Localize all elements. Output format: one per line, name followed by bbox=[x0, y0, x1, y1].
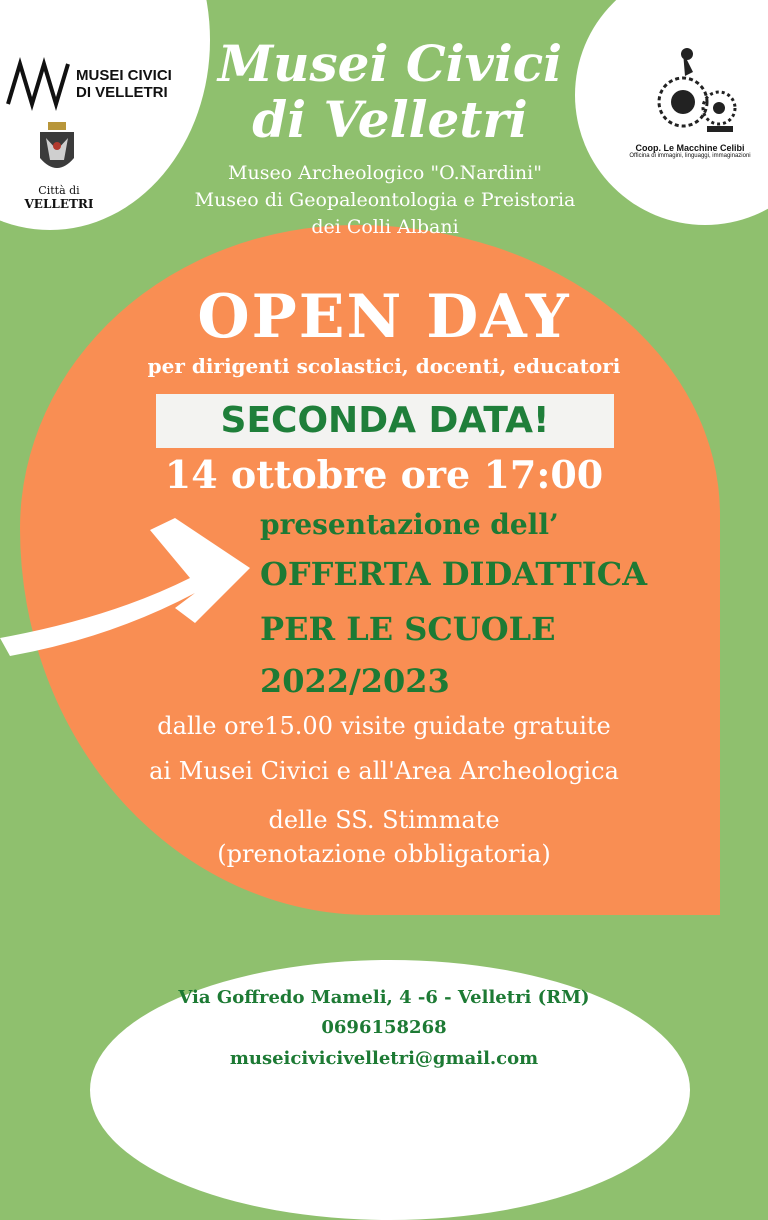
brand-line1: MUSEI CIVICI bbox=[76, 67, 172, 84]
open-day-headline: OPEN DAY bbox=[197, 282, 571, 352]
city-line2: VELLETRI bbox=[24, 197, 94, 211]
arrow-icon bbox=[0, 508, 260, 658]
musei-civici-logo bbox=[4, 54, 204, 114]
seconda-data-badge: SECONDA DATA! bbox=[156, 394, 614, 448]
address-text: Via Goffredo Mameli, 4 -6 - Velletri (RM) bbox=[178, 987, 590, 1008]
audience-text: per dirigenti scolastici, docenti, educatori bbox=[147, 354, 621, 378]
phone-text: 0696158268 bbox=[321, 1017, 447, 1038]
macchine-celibi-logo-icon bbox=[655, 42, 745, 142]
right-brand: Coop. Le Macchine Celibi bbox=[635, 143, 745, 153]
brand-line2: DI VELLETRI bbox=[76, 84, 168, 101]
page-title bbox=[200, 36, 580, 148]
offer-line-2: OFFERTA DIDATTICA bbox=[260, 555, 648, 593]
right-tagline: Officina di immagini, linguaggi, immaginazioni bbox=[629, 153, 751, 159]
visit-line-2: ai Musei Civici e all'Area Archeologica bbox=[149, 757, 619, 785]
title-line1: Musei Civici bbox=[217, 34, 563, 93]
city-crest-icon bbox=[34, 122, 80, 178]
title-line2: di Velletri bbox=[252, 90, 528, 149]
city-line1: Città di bbox=[38, 184, 80, 197]
offer-line-3: PER LE SCUOLE bbox=[260, 610, 556, 648]
event-datetime: 14 ottobre ore 17:00 bbox=[164, 452, 604, 497]
email-text: museicivicivelletri@gmail.com bbox=[229, 1048, 539, 1069]
visit-line-1: dalle ore15.00 visite guidate gratuite bbox=[157, 712, 611, 740]
museum-2: Museo di Geopaleontologia e Preistoria bbox=[194, 189, 576, 211]
mv-logo-icon bbox=[4, 54, 74, 114]
museum-list bbox=[140, 160, 630, 241]
visit-line-3: delle SS. Stimmate bbox=[268, 806, 500, 834]
offer-line-4: 2022/2023 bbox=[260, 662, 450, 700]
visit-line-4: (prenotazione obbligatoria) bbox=[217, 840, 551, 868]
museum-1: Museo Archeologico "O.Nardini" bbox=[228, 162, 542, 184]
museum-3: dei Colli Albani bbox=[311, 216, 459, 238]
offer-line-1: presentazione dell’ bbox=[260, 508, 559, 541]
